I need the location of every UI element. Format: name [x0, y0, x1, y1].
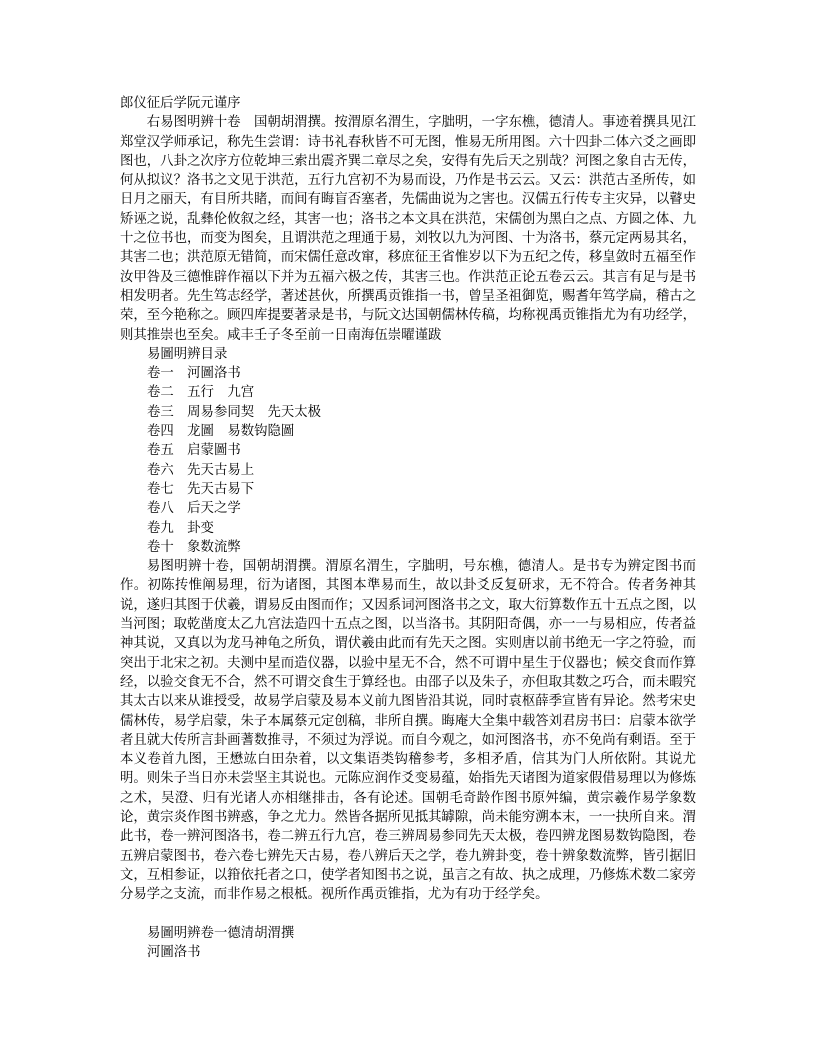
toc-title: 易圖明辨目录: [147, 346, 228, 362]
toc-item: 卷八 后天之学: [147, 501, 241, 517]
toc-item: 卷七 先天古易下: [147, 481, 255, 497]
toc-item: 卷二 五行 九宫: [147, 385, 255, 401]
toc-item: 卷一 河圖洛书: [147, 366, 241, 382]
toc-item: 卷九 卦变: [147, 520, 214, 536]
preface-signature: 郎仪征后学阮元谨序: [120, 96, 241, 111]
toc-item: 卷十 象数流弊: [147, 539, 241, 555]
toc-item: 卷三 周易参同契 先天太极: [147, 404, 322, 420]
summary-paragraph: 易图明辨十卷，国朝胡渭撰。渭原名渭生，字朏明，号东樵，德清人。是书专为辨定图书而作。初陈抟惟阐易理，衍为诸图，其图本準易而生，故以卦爻反复研求，无不符合。传者务神其说，遂归其图于伏羲，谓易反由图而作；又因系词河图洛书之文，取大衍算数作五十五点之图，以当河图；取乾凿度太乙九宫法造四十五点之图，以当洛书。其阴阳奇偶，亦一一与易相应，传者益神其说，又真以为龙马神龟之所负，谓伏羲由此而有先天之图。实则唐以前书绝无一字之符验，而突出于北宋之初。夫测中星而造仪器，以验中星无不合，然不可谓中星生于仪器也；候交食而作算经，以验交食无不合，然不可谓交食生于算经也。由邵子以及朱子，亦但取其数之巧合，而未暇究其太古以来从谁授受，故易学启蒙及易本义前九图皆沿其说，同时袁枢薛季宣皆有异论。然考宋史儒林传，易学启蒙，朱子本属蔡元定创稿，非所自撰。晦庵大全集中载答刘君房书曰：启蒙本欲学者且就大传所言卦画蓍数推寻，不须过为浮说。而自今观之，如河图洛书，亦不免尚有剩语。至于本义卷首九图，王懋竑白田杂着，以文集语类钩稽参考，多相矛盾，信其为门人所依附。其说尤明。则朱子当日亦未尝坚主其说也。元陈应润作爻变易蕴，始指先天诸图为道家假借易理以为修炼之术，吴澄、归有光诸人亦相继排击，各有论述。国朝毛奇龄作图书原舛编，黄宗羲作易学象数论，黄宗炎作图书辨惑，争之尤力。然皆各据所见抵其罅隙，尚未能穷溯本末，一一抉所自来。渭此书，卷一辨河图洛书，卷二辨五行九宫，卷三辨周易参同先天太极，卷四辨龙图易数钩隐图，卷五辨启蒙图书，卷六卷七辨先天古易，卷八辨后天之学，卷九辨卦变，卷十辨象数流弊，皆引据旧文，互相参证，以箝依托者之口，使学者知图书之说，虽言之有故、执之成理，乃修炼术数二家旁分易学之支流，而非作易之根柢。视所作禹贡锥指，尤为有功于经学矣。: [120, 559, 696, 903]
table-of-contents: [120, 364, 696, 557]
document-page: [120, 94, 696, 962]
spacer: [120, 904, 696, 923]
section-subheading: 河圖洛书: [147, 945, 201, 961]
toc-item: 卷五 启蒙圖书: [147, 443, 241, 459]
postscript-paragraph: 右易图明辨十卷 国朝胡渭撰。按渭原名渭生，字朏明，一字东樵，德清人。事迹着撰具见江郑堂汉学师承记，称先生尝谓：诗书礼春秋皆不可无图，惟易无所用图。六十四卦二体六爻之画即图也，八卦之次序方位乾坤三索出震齐巽二章尽之矣，安得有先后天之别哉？河图之象自古无传，何从拟议？洛书之文见于洪范，五行九宫初不为易而设，乃作是书云云。又云：洪范古圣所传，如日月之丽天，有目所共睹，而间有晦盲否塞者，先儒曲说为之害也。汉儒五行传专主灾异，以瞽史矫诬之说，乱彝伦攸叙之经，其害一也；洛书之本文具在洪范，宋儒创为黑白之点、方圆之体、九十之位书也，而变为图矣，且谓洪范之理通于易，刘牧以九为河图、十为洛书，蔡元定两易其名，其害二也；洪范原无错简，而宋儒任意改窜，移庶征王省惟岁以下为五纪之传，移皇敛时五福至作汝甲咎及三德惟辟作福以下并为五福六极之传，其害三也。作洪范正论五卷云云。其言有足与是书相发明者。先生笃志经学，著述甚伙，所撰禹贡锥指一书，曾呈圣祖御览，赐耆年笃学扁，稽古之荣，至今艳称之。顾四库提要著录是书，与阮文达国朝儒林传稿，均称视禹贡锥指尤为有功经学，则其推崇也至矣。咸丰壬子冬至前一日南海伍崇曜谨跋: [120, 115, 696, 343]
toc-item: 卷四 龙圖 易数钩隐圖: [147, 424, 295, 440]
volume-heading: 易圖明辨卷一德清胡渭撰: [147, 925, 295, 941]
toc-item: 卷六 先天古易上: [147, 462, 255, 478]
